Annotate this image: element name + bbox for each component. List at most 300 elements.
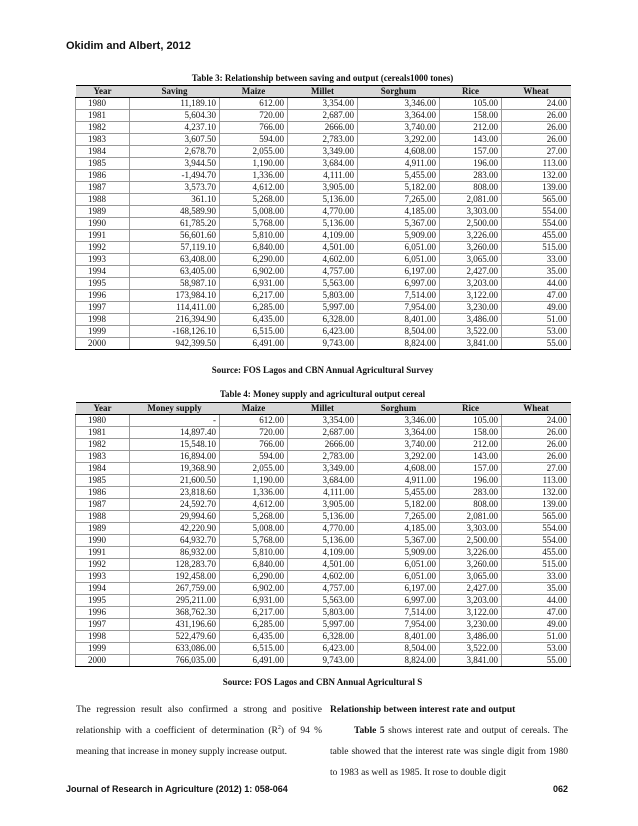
table-cell: 4,608.00 bbox=[358, 146, 440, 158]
table-cell: 6,328.00 bbox=[288, 631, 358, 643]
table-row bbox=[76, 146, 571, 158]
table-cell: 431,196.60 bbox=[130, 619, 220, 631]
table-cell: 4,757.00 bbox=[288, 583, 358, 595]
table-cell: 2,500.00 bbox=[440, 535, 502, 547]
table-cell: 7,954.00 bbox=[358, 302, 440, 314]
table-cell: 2,783.00 bbox=[288, 134, 358, 146]
table-cell: 6,290.00 bbox=[220, 254, 288, 266]
table-cell: 51.00 bbox=[502, 314, 571, 326]
table-cell: 86,932.00 bbox=[130, 547, 220, 559]
table-cell: 57,119.10 bbox=[130, 242, 220, 254]
table-cell: 212.00 bbox=[440, 439, 502, 451]
table-cell: 1992 bbox=[76, 559, 130, 571]
table-cell: 1995 bbox=[76, 278, 130, 290]
table-cell: 53.00 bbox=[502, 326, 571, 338]
table-cell: 2,687.00 bbox=[288, 110, 358, 122]
table-cell: 766,035.00 bbox=[130, 655, 220, 667]
table-cell: 6,217.00 bbox=[220, 607, 288, 619]
table-cell: 4,911.00 bbox=[358, 158, 440, 170]
table-cell: 47.00 bbox=[502, 290, 571, 302]
body-left-superscript: 2 bbox=[277, 724, 281, 731]
table-row bbox=[76, 595, 571, 607]
table-cell: 3,740.00 bbox=[358, 439, 440, 451]
table-cell: 455.00 bbox=[502, 230, 571, 242]
table-cell: 3,684.00 bbox=[288, 158, 358, 170]
table-cell: 139.00 bbox=[502, 499, 571, 511]
table-row bbox=[76, 619, 571, 631]
table-row bbox=[76, 415, 571, 427]
table-cell: 27.00 bbox=[502, 463, 571, 475]
table-row bbox=[76, 535, 571, 547]
footer-page-number: 062 bbox=[552, 784, 568, 794]
table-cell: 29,994.60 bbox=[130, 511, 220, 523]
table-cell: 2000 bbox=[76, 338, 130, 350]
table-row bbox=[76, 218, 571, 230]
table-cell: 6,328.00 bbox=[288, 314, 358, 326]
table-cell: 51.00 bbox=[502, 631, 571, 643]
table-cell: 1989 bbox=[76, 206, 130, 218]
table-cell: 6,902.00 bbox=[220, 583, 288, 595]
table-cell: 6,217.00 bbox=[220, 290, 288, 302]
table-cell: 192,458.00 bbox=[130, 571, 220, 583]
table-cell: 267,759.00 bbox=[130, 583, 220, 595]
table-cell: 3,122.00 bbox=[440, 607, 502, 619]
table-cell: 1999 bbox=[76, 326, 130, 338]
table-cell: 5,136.00 bbox=[288, 535, 358, 547]
table-cell: 3,346.00 bbox=[358, 415, 440, 427]
table-cell: 565.00 bbox=[502, 511, 571, 523]
table-cell: 2,081.00 bbox=[440, 194, 502, 206]
table-cell: 3,260.00 bbox=[440, 242, 502, 254]
body-right-text: shows interest rate and output of cereals. The table showed that the interest rate was single digit from 1980 to 1983 as well as 1985. It rose to double digit bbox=[330, 726, 568, 778]
table-cell: 1985 bbox=[76, 158, 130, 170]
table4-header-cell: Rice bbox=[440, 403, 502, 415]
table-cell: 295,211.00 bbox=[130, 595, 220, 607]
table4-header-cell: Year bbox=[76, 403, 130, 415]
table-cell: 720.00 bbox=[220, 110, 288, 122]
table-cell: 5,563.00 bbox=[288, 595, 358, 607]
table-cell: 1983 bbox=[76, 134, 130, 146]
table3 bbox=[75, 85, 571, 350]
table-cell: 24.00 bbox=[502, 98, 571, 110]
table-cell: 3,303.00 bbox=[440, 206, 502, 218]
table-row bbox=[76, 242, 571, 254]
table-cell: 55.00 bbox=[502, 655, 571, 667]
table-cell: 942,399.50 bbox=[130, 338, 220, 350]
table-cell: 173,984.10 bbox=[130, 290, 220, 302]
table-cell: 4,111.00 bbox=[288, 487, 358, 499]
table-row bbox=[76, 559, 571, 571]
table-cell: 554.00 bbox=[502, 535, 571, 547]
table-cell: 21,600.50 bbox=[130, 475, 220, 487]
table-cell: 6,285.00 bbox=[220, 619, 288, 631]
table-cell: 3,522.00 bbox=[440, 326, 502, 338]
body-left-text-start: The regression result also confirmed a strong and positive relationship with a coefficient of determination (R bbox=[76, 705, 322, 736]
table-cell: -1,494.70 bbox=[130, 170, 220, 182]
table-cell: 8,401.00 bbox=[358, 631, 440, 643]
table-cell: 4,501.00 bbox=[288, 559, 358, 571]
table-cell: 3,354.00 bbox=[288, 98, 358, 110]
table3-header-cell: Sorghum bbox=[358, 86, 440, 98]
table-row bbox=[76, 607, 571, 619]
table-cell: 1996 bbox=[76, 607, 130, 619]
footer-journal: Journal of Research in Agriculture (2012) 1: 058-064 bbox=[66, 784, 288, 794]
table-cell: 1982 bbox=[76, 439, 130, 451]
table-cell: 6,285.00 bbox=[220, 302, 288, 314]
table-cell: 216,394.90 bbox=[130, 314, 220, 326]
table-cell: 5,768.00 bbox=[220, 218, 288, 230]
table-cell: 26.00 bbox=[502, 134, 571, 146]
table-cell: 3,354.00 bbox=[288, 415, 358, 427]
table-cell: 3,065.00 bbox=[440, 254, 502, 266]
table-cell: 3,364.00 bbox=[358, 427, 440, 439]
table-cell: 1,190.00 bbox=[220, 158, 288, 170]
body-right-paragraph bbox=[330, 721, 568, 784]
table-cell: 5,803.00 bbox=[288, 290, 358, 302]
table-cell: 3,573.70 bbox=[130, 182, 220, 194]
table-cell: 4,757.00 bbox=[288, 266, 358, 278]
table-cell: 1990 bbox=[76, 218, 130, 230]
table-cell: 3,522.00 bbox=[440, 643, 502, 655]
table-cell: 1980 bbox=[76, 98, 130, 110]
table-cell: 6,515.00 bbox=[220, 326, 288, 338]
table-cell: 5,136.00 bbox=[288, 194, 358, 206]
table-cell: 19,368.90 bbox=[130, 463, 220, 475]
table-cell: 4,602.00 bbox=[288, 571, 358, 583]
table-cell: 42,220.90 bbox=[130, 523, 220, 535]
table-cell: 2666.00 bbox=[288, 122, 358, 134]
table-cell: 6,197.00 bbox=[358, 583, 440, 595]
table-cell: 515.00 bbox=[502, 559, 571, 571]
table-cell: 113.00 bbox=[502, 475, 571, 487]
table-cell: 3,203.00 bbox=[440, 278, 502, 290]
table-cell: 5,810.00 bbox=[220, 230, 288, 242]
table-cell: 7,514.00 bbox=[358, 290, 440, 302]
table-cell: 6,997.00 bbox=[358, 278, 440, 290]
table-cell: 1999 bbox=[76, 643, 130, 655]
table-cell: 61,785.20 bbox=[130, 218, 220, 230]
table-cell: 24.00 bbox=[502, 415, 571, 427]
table-cell: 1995 bbox=[76, 595, 130, 607]
table-row bbox=[76, 194, 571, 206]
table-cell: 26.00 bbox=[502, 427, 571, 439]
table-cell: 1986 bbox=[76, 487, 130, 499]
table-cell: 283.00 bbox=[440, 170, 502, 182]
table-cell: 3,349.00 bbox=[288, 146, 358, 158]
table-row bbox=[76, 511, 571, 523]
table-cell: 1991 bbox=[76, 547, 130, 559]
table-cell: 6,423.00 bbox=[288, 326, 358, 338]
table-row bbox=[76, 338, 571, 350]
table-cell: 196.00 bbox=[440, 475, 502, 487]
table-cell: 3,303.00 bbox=[440, 523, 502, 535]
table-cell: 7,265.00 bbox=[358, 511, 440, 523]
table-cell: 3,349.00 bbox=[288, 463, 358, 475]
table-row bbox=[76, 427, 571, 439]
table-cell: 2,427.00 bbox=[440, 583, 502, 595]
table-cell: 3,203.00 bbox=[440, 595, 502, 607]
table-cell: 3,226.00 bbox=[440, 230, 502, 242]
table4-header-cell: Maize bbox=[220, 403, 288, 415]
table-cell: 3,841.00 bbox=[440, 338, 502, 350]
table-cell: 6,051.00 bbox=[358, 242, 440, 254]
table-cell: 1981 bbox=[76, 427, 130, 439]
table3-header-cell: Year bbox=[76, 86, 130, 98]
table-cell: 766.00 bbox=[220, 122, 288, 134]
running-head: Okidim and Albert, 2012 bbox=[66, 40, 191, 52]
table-cell: 5,997.00 bbox=[288, 619, 358, 631]
table-cell: 361.10 bbox=[130, 194, 220, 206]
table-cell: 1984 bbox=[76, 146, 130, 158]
table-cell: 5,909.00 bbox=[358, 230, 440, 242]
table-cell: 6,997.00 bbox=[358, 595, 440, 607]
table-cell: 3,740.00 bbox=[358, 122, 440, 134]
table-cell: 105.00 bbox=[440, 415, 502, 427]
table-cell: 3,905.00 bbox=[288, 182, 358, 194]
table-cell: 1997 bbox=[76, 619, 130, 631]
table-cell: 5,997.00 bbox=[288, 302, 358, 314]
table-row bbox=[76, 571, 571, 583]
table-row bbox=[76, 170, 571, 182]
table-cell: 6,491.00 bbox=[220, 655, 288, 667]
table-cell: 3,684.00 bbox=[288, 475, 358, 487]
table-cell: 63,408.00 bbox=[130, 254, 220, 266]
table-cell: 612.00 bbox=[220, 415, 288, 427]
table-cell: 132.00 bbox=[502, 487, 571, 499]
table-cell: 5,563.00 bbox=[288, 278, 358, 290]
table-cell: 1990 bbox=[76, 535, 130, 547]
table-cell: 27.00 bbox=[502, 146, 571, 158]
table-cell: 1981 bbox=[76, 110, 130, 122]
table-row bbox=[76, 314, 571, 326]
table-cell: 6,051.00 bbox=[358, 559, 440, 571]
table-cell: 6,931.00 bbox=[220, 595, 288, 607]
table-cell: 55.00 bbox=[502, 338, 571, 350]
table4-source: Source: FOS Lagos and CBN Annual Agricultural S bbox=[222, 677, 423, 687]
table-cell: 35.00 bbox=[502, 583, 571, 595]
table-cell: 4,911.00 bbox=[358, 475, 440, 487]
table-cell: 2,081.00 bbox=[440, 511, 502, 523]
table-cell: 196.00 bbox=[440, 158, 502, 170]
table-cell: 26.00 bbox=[502, 122, 571, 134]
table-cell: 3,122.00 bbox=[440, 290, 502, 302]
table4-header-cell: Wheat bbox=[502, 403, 571, 415]
table3-header-cell: Saving bbox=[130, 86, 220, 98]
table-row bbox=[76, 254, 571, 266]
table-cell: 612.00 bbox=[220, 98, 288, 110]
table-cell: 5,455.00 bbox=[358, 487, 440, 499]
table-cell: 6,423.00 bbox=[288, 643, 358, 655]
table-cell: 3,364.00 bbox=[358, 110, 440, 122]
table-cell: 7,265.00 bbox=[358, 194, 440, 206]
table-cell: 5,810.00 bbox=[220, 547, 288, 559]
table-row bbox=[76, 451, 571, 463]
table-cell: 5,268.00 bbox=[220, 511, 288, 523]
table3-header-cell: Millet bbox=[288, 86, 358, 98]
table-cell: 6,491.00 bbox=[220, 338, 288, 350]
table-row bbox=[76, 487, 571, 499]
table3-header-cell: Maize bbox=[220, 86, 288, 98]
table-cell: 3,944.50 bbox=[130, 158, 220, 170]
table-cell: 6,435.00 bbox=[220, 631, 288, 643]
table-cell: 3,841.00 bbox=[440, 655, 502, 667]
table-cell: 633,086.00 bbox=[130, 643, 220, 655]
table-cell: 6,931.00 bbox=[220, 278, 288, 290]
table-cell: 1986 bbox=[76, 170, 130, 182]
table-row bbox=[76, 583, 571, 595]
table-cell: 766.00 bbox=[220, 439, 288, 451]
table-cell: 58,987.10 bbox=[130, 278, 220, 290]
table-cell: 6,051.00 bbox=[358, 571, 440, 583]
table-row bbox=[76, 278, 571, 290]
table-cell: 15,548.10 bbox=[130, 439, 220, 451]
table-cell: 4,501.00 bbox=[288, 242, 358, 254]
table-cell: 1984 bbox=[76, 463, 130, 475]
table-cell: 23,818.60 bbox=[130, 487, 220, 499]
body-left-column bbox=[76, 700, 322, 763]
table-cell: 3,230.00 bbox=[440, 302, 502, 314]
table-cell: 212.00 bbox=[440, 122, 502, 134]
table-cell: 6,435.00 bbox=[220, 314, 288, 326]
table-cell: 114,411.00 bbox=[130, 302, 220, 314]
table-cell: 9,743.00 bbox=[288, 655, 358, 667]
table-cell: 4,185.00 bbox=[358, 523, 440, 535]
table-cell: 3,292.00 bbox=[358, 451, 440, 463]
table-row bbox=[76, 230, 571, 242]
table-cell: 1994 bbox=[76, 266, 130, 278]
table-cell: 4,111.00 bbox=[288, 170, 358, 182]
table-row bbox=[76, 475, 571, 487]
table-cell: 49.00 bbox=[502, 302, 571, 314]
table4-header-cell: Millet bbox=[288, 403, 358, 415]
table-cell: 1,336.00 bbox=[220, 487, 288, 499]
table-cell: 4,612.00 bbox=[220, 499, 288, 511]
table-cell: 522,479.60 bbox=[130, 631, 220, 643]
table-cell: 113.00 bbox=[502, 158, 571, 170]
table-cell: 6,840.00 bbox=[220, 559, 288, 571]
table-cell: 3,607.50 bbox=[130, 134, 220, 146]
table-cell: -168,126.10 bbox=[130, 326, 220, 338]
table-cell: 14,897.40 bbox=[130, 427, 220, 439]
table-cell: 157.00 bbox=[440, 146, 502, 158]
table-row bbox=[76, 158, 571, 170]
table-cell: 1988 bbox=[76, 511, 130, 523]
table-cell: 11,189.10 bbox=[130, 98, 220, 110]
table-cell: 8,504.00 bbox=[358, 326, 440, 338]
table-cell: 4,109.00 bbox=[288, 547, 358, 559]
table-cell: 3,486.00 bbox=[440, 631, 502, 643]
table-cell: 5,182.00 bbox=[358, 499, 440, 511]
table-row bbox=[76, 547, 571, 559]
table-cell: - bbox=[130, 415, 220, 427]
table-cell: 2,055.00 bbox=[220, 146, 288, 158]
table-cell: 33.00 bbox=[502, 571, 571, 583]
table4-caption: Table 4: Money supply and agricultural output cereal bbox=[219, 389, 426, 399]
table-cell: 2,500.00 bbox=[440, 218, 502, 230]
table-cell: 5,136.00 bbox=[288, 511, 358, 523]
table-cell: 5,455.00 bbox=[358, 170, 440, 182]
table-cell: 7,514.00 bbox=[358, 607, 440, 619]
table-cell: 515.00 bbox=[502, 242, 571, 254]
table-cell: 3,065.00 bbox=[440, 571, 502, 583]
table-cell: 5,008.00 bbox=[220, 206, 288, 218]
table-cell: 2666.00 bbox=[288, 439, 358, 451]
table-cell: 4,185.00 bbox=[358, 206, 440, 218]
table-row bbox=[76, 98, 571, 110]
table-cell: 132.00 bbox=[502, 170, 571, 182]
table-cell: 44.00 bbox=[502, 278, 571, 290]
table-cell: 48,589.90 bbox=[130, 206, 220, 218]
table-cell: 1993 bbox=[76, 571, 130, 583]
table-cell: 5,604.30 bbox=[130, 110, 220, 122]
table-cell: 2,055.00 bbox=[220, 463, 288, 475]
table-row bbox=[76, 122, 571, 134]
table-cell: 139.00 bbox=[502, 182, 571, 194]
table3-header-row bbox=[76, 86, 571, 98]
table-cell: 33.00 bbox=[502, 254, 571, 266]
table-cell: 26.00 bbox=[502, 439, 571, 451]
table-cell: 1,336.00 bbox=[220, 170, 288, 182]
table-cell: 455.00 bbox=[502, 547, 571, 559]
table-cell: 1998 bbox=[76, 314, 130, 326]
table-row bbox=[76, 110, 571, 122]
table-cell: 2,427.00 bbox=[440, 266, 502, 278]
table-cell: 1989 bbox=[76, 523, 130, 535]
table-cell: 808.00 bbox=[440, 182, 502, 194]
table-cell: 4,612.00 bbox=[220, 182, 288, 194]
table4-body bbox=[76, 415, 571, 667]
table-cell: 2000 bbox=[76, 655, 130, 667]
table-cell: 49.00 bbox=[502, 619, 571, 631]
table-row bbox=[76, 499, 571, 511]
table-cell: 143.00 bbox=[440, 134, 502, 146]
table-cell: 1987 bbox=[76, 182, 130, 194]
table-cell: 1985 bbox=[76, 475, 130, 487]
table-cell: 6,051.00 bbox=[358, 254, 440, 266]
table-cell: 5,268.00 bbox=[220, 194, 288, 206]
table-cell: 4,602.00 bbox=[288, 254, 358, 266]
table-cell: 35.00 bbox=[502, 266, 571, 278]
table-cell: 1980 bbox=[76, 415, 130, 427]
table-row bbox=[76, 206, 571, 218]
table-row bbox=[76, 463, 571, 475]
table-cell: 63,405.00 bbox=[130, 266, 220, 278]
table-cell: 720.00 bbox=[220, 427, 288, 439]
table-cell: 24,592.70 bbox=[130, 499, 220, 511]
table-cell: 157.00 bbox=[440, 463, 502, 475]
table-cell: 5,008.00 bbox=[220, 523, 288, 535]
table-row bbox=[76, 302, 571, 314]
table-cell: 7,954.00 bbox=[358, 619, 440, 631]
table-cell: 6,197.00 bbox=[358, 266, 440, 278]
table-cell: 47.00 bbox=[502, 607, 571, 619]
table-cell: 565.00 bbox=[502, 194, 571, 206]
table-cell: 6,515.00 bbox=[220, 643, 288, 655]
table3-caption: Table 3: Relationship between saving and output (cereals1000 tones) bbox=[191, 73, 454, 83]
table-cell: 4,608.00 bbox=[358, 463, 440, 475]
table-row bbox=[76, 326, 571, 338]
table3-body bbox=[76, 98, 571, 350]
table-cell: 128,283.70 bbox=[130, 559, 220, 571]
table-cell: 5,768.00 bbox=[220, 535, 288, 547]
table-cell: 1994 bbox=[76, 583, 130, 595]
table3-header-cell: Wheat bbox=[502, 86, 571, 98]
section-heading: Relationship between interest rate and output bbox=[330, 705, 516, 715]
table-cell: 6,290.00 bbox=[220, 571, 288, 583]
table-cell: 808.00 bbox=[440, 499, 502, 511]
table-cell: 56,601.60 bbox=[130, 230, 220, 242]
table-cell: 5,803.00 bbox=[288, 607, 358, 619]
